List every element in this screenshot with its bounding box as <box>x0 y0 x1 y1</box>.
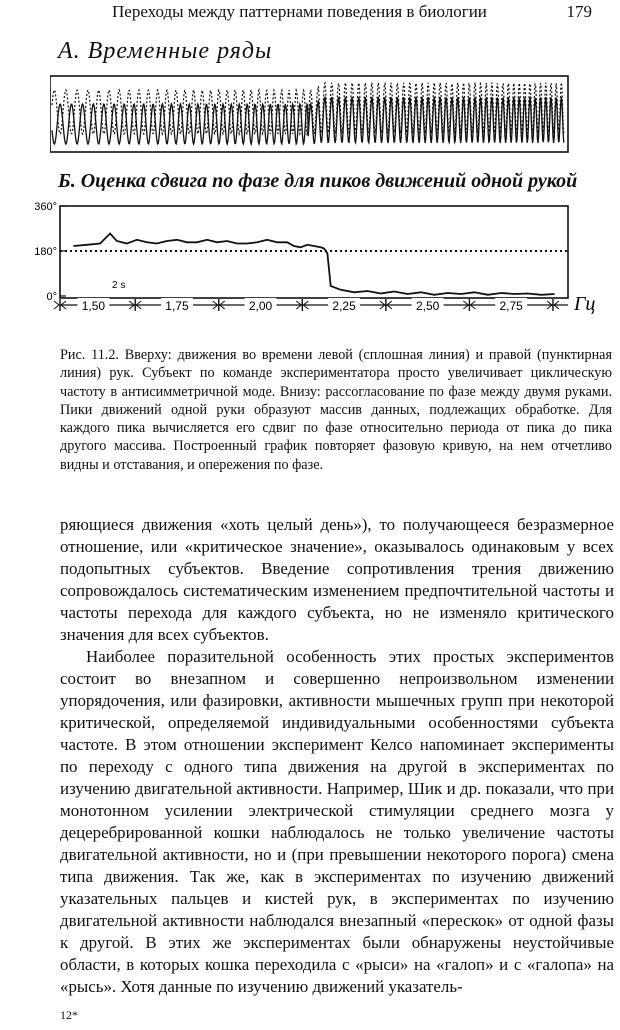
x-tick-label: 1,50 <box>81 299 106 313</box>
x-tick-label: 2,25 <box>332 299 356 313</box>
annotation-2s: 2 s <box>112 280 126 291</box>
running-title: Переходы между паттернами поведения в биологии <box>112 2 487 21</box>
phase-shift-chart <box>0 196 620 320</box>
x-tick-label: 2,75 <box>499 299 523 313</box>
figure-caption <box>60 346 612 474</box>
x-tick-label: 2,50 <box>415 299 440 313</box>
figure-section-b-title: Б. Оценка сдвига по фазе для пиков движений одной рукой <box>58 170 578 192</box>
figure-section-a-title: А. Временные ряды <box>58 38 273 64</box>
caption-text: Рис. 11.2. Вверху: движения во времени левой (сплошная линия) и правой (пунктирная линия) рук. Субъект по команде экспериментатора просто увеличивает циклическую частоту в антисимметричной моде. Внизу: рассогласование по фазе между двумя руками. Пики движений одной руки образуют массив данных, подлежащих обработке. Для каждого пика вычисляется его сдвиг по фазе относительно периода от пика до пика другого массива. Построенный график повторяет фазовую кривую, на нем отчетливо видны и отставания, и опережения по фазе. <box>60 347 612 473</box>
paragraph-2: Наиболее поразительной особенность этих простых экспериментов состоит во внезапном и совершенно непроизвольном изменении упорядочения, или фазировки, активности мышечных групп при некоторой критической, определяемой индивидуальными особенностями субъекта частоте. В этом отношении эксперимент Келсо напоминает эксперименты по переходу с одного типа движения на другой в экспериментах по изучению двигательной активности. Например, Шик и др. показали, что при монотонном усилении электрической стимуляции среднего мозга у децеребрированной кошки наблюдалось не только увеличение частоты двигательной активности, но и (при превышении некоторого порога) смена типа движения. Так же, как в экспериментах по изучению движений указательных пальцев и кистей рук, в экспериментах по изучению двигательной активности наблюдался внезапный «перескок» от одной фазы к другой. В этих же экспериментах были обнаружены неустойчивые области, в которых кошка переходила с «рыси» на «галоп» и с «галопа» на «рысь». Хотя данные по изучению движений указатель- <box>60 647 614 996</box>
running-header <box>60 2 600 26</box>
printer-signature: 12* <box>60 1008 78 1022</box>
left-hand-wave <box>52 97 564 144</box>
paragraph-1: ряющиеся движения «хоть целый день»), то получающееся безразмерное отношение, или «критическое значение», оказывалось одинаковым у всех подопытных субъектов. Введение сопротивления трения движению сопровождалось систематическим изменением предпочтительной частоты и частоты перехода для каждого субъекта, но не изменяло критического значения для всех субъектов. <box>60 515 614 644</box>
y-tick-label: 180° <box>34 246 57 258</box>
x-tick-label: 2,00 <box>248 299 273 313</box>
time-series-panel <box>50 68 570 158</box>
x-tick-label: 1,75 <box>165 299 189 313</box>
left-hand-trace-solid <box>52 97 564 144</box>
y-tick-label: 0° <box>46 291 57 303</box>
page-number: 179 <box>566 2 592 21</box>
series-line-phase <box>73 234 554 295</box>
x-axis-label: Гц <box>574 293 596 315</box>
body-text <box>60 514 614 998</box>
y-tick-label: 360° <box>34 201 57 213</box>
